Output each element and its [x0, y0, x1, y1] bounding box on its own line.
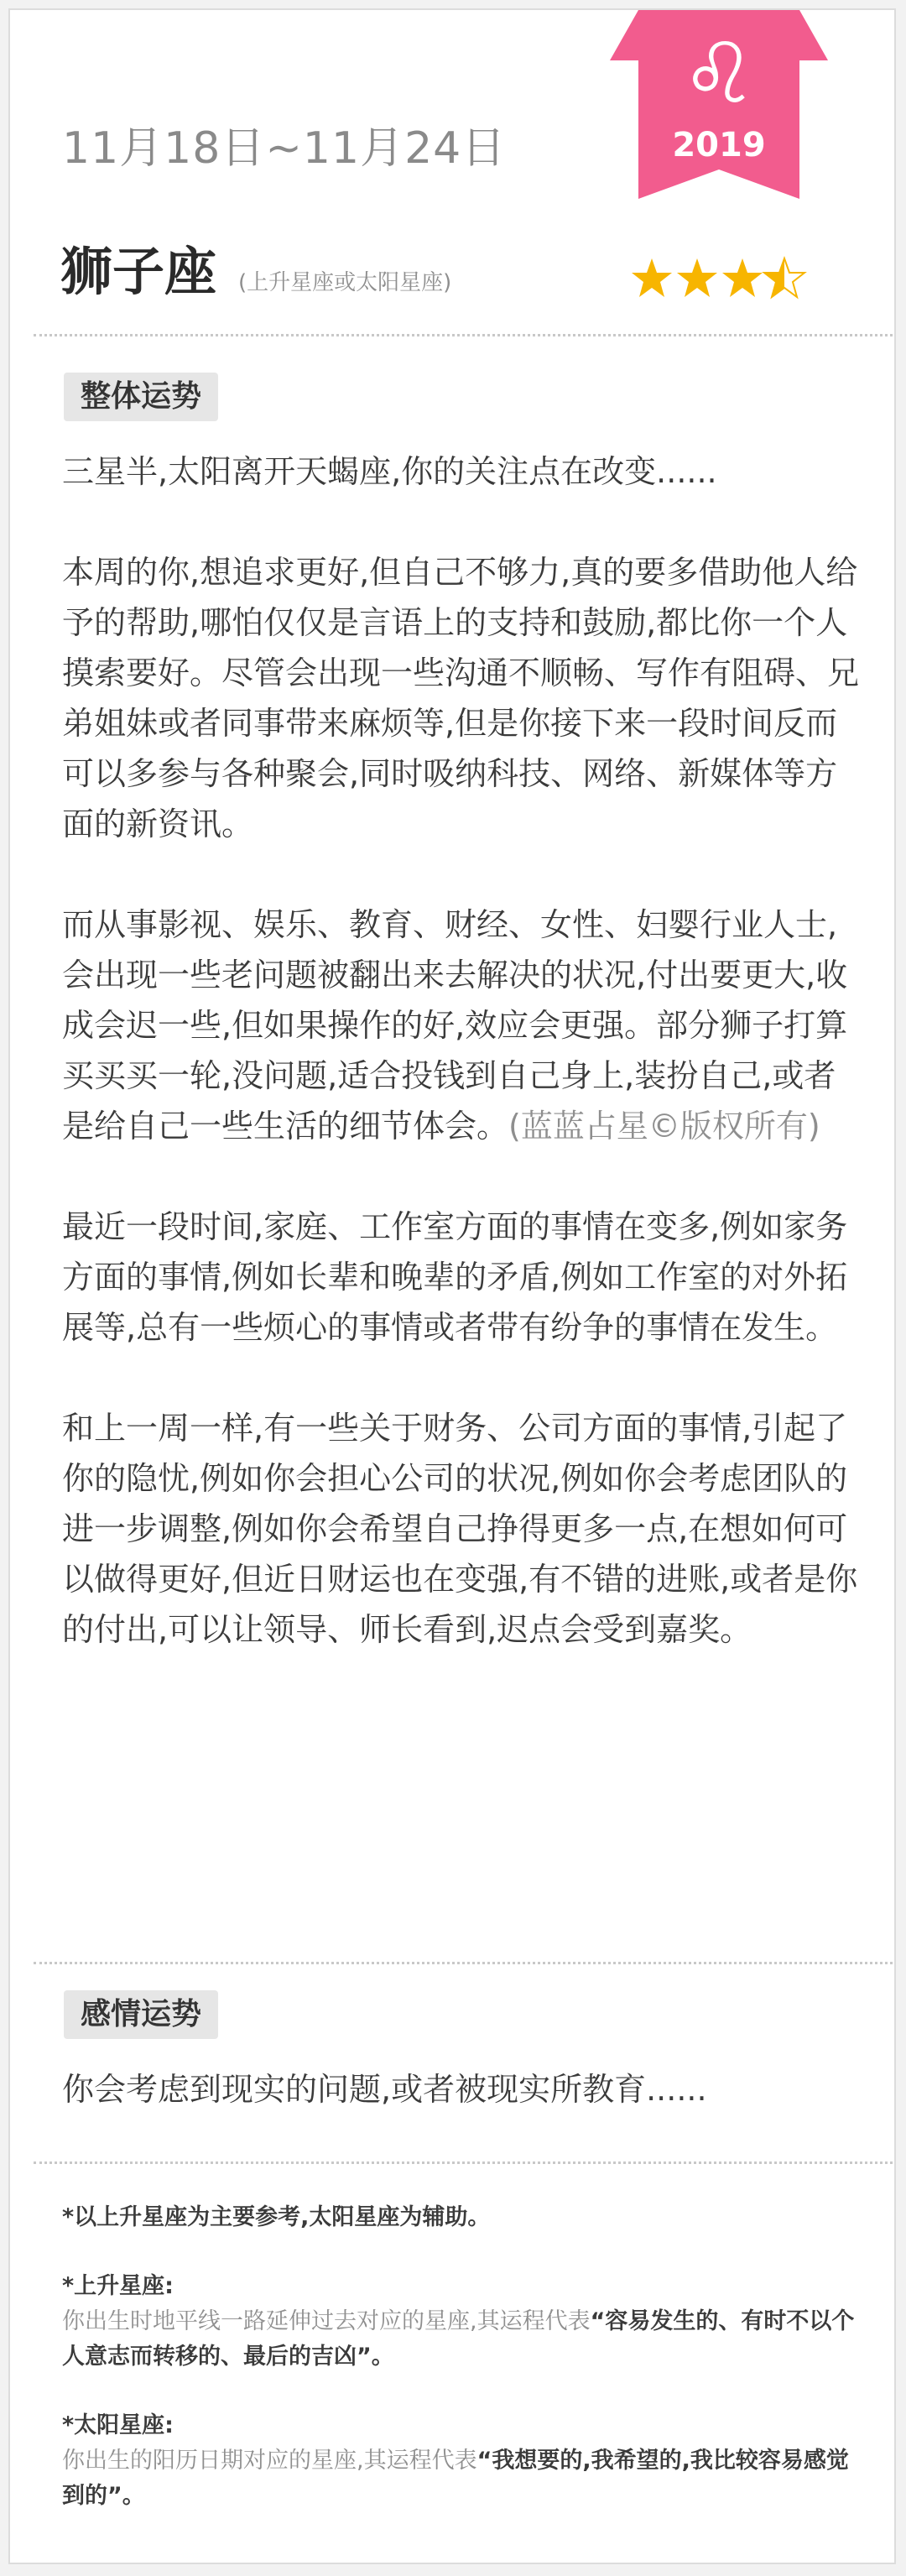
footnote-main: *以上升星座为主要参考,太阳星座为辅助。 [62, 2204, 491, 2230]
rising-title: *上升星座: [62, 2273, 174, 2299]
overall-paragraph: 三星半,太阳离开天蝎座,你的关注点在改变...... [62, 453, 717, 490]
sun-quote: “我想要的,我希望的,我比较容易感觉到的”。 [62, 2448, 849, 2509]
overall-text [62, 446, 867, 1705]
divider [34, 1962, 893, 1964]
sign-title: 狮子座 [60, 241, 217, 302]
sun-title: *太阳星座: [62, 2412, 174, 2438]
overall-paragraph: 本周的你,想追求更好,但自己不够力,真的要多借助他人给予的帮助,哪怕仅仅是言语上的支持和鼓励,都比你一个人摸索要好。尽管会出现一些沟通不顺畅、写作有阻碍、兄弟姐妹或者同事带来麻烦等,但是你接下来一段时间反而可以多参与各种聚会,同时吸纳科技、网络、新媒体等方面的新资讯。 [62, 554, 860, 842]
rising-quote: “容易发生的、有时不以个人意志而转移的、最后的吉凶”。 [62, 2308, 855, 2370]
divider [34, 2161, 893, 2164]
overall-paragraph: 和上一周一样,有一些关于财务、公司方面的事情,引起了你的隐忧,例如你会担心公司的状况,例如你会考虑团队的进一步调整,例如你会希望自己挣得更多一点,在想如何可以做得更好,但近日财运也在变强,有不错的进账,或者是你的付出,可以让领导、师长看到,迟点会受到嘉奖。 [62, 1410, 858, 1648]
rating-stars [631, 253, 807, 300]
rising-desc: 你出生时地平线一路延伸过去对应的星座,其运程代表 [62, 2308, 591, 2334]
footnote-rising [62, 2269, 867, 2375]
sign-note: (上升星座或太阳星座) [238, 270, 452, 295]
star-icon [722, 258, 763, 297]
copyright-note: (蓝蓝占星©版权所有) [508, 1108, 820, 1145]
love-text: 你会考虑到现实的问题,或者被现实所教育...... [62, 2071, 707, 2108]
sun-desc: 你出生的阳历日期对应的星座,其运程代表 [62, 2448, 477, 2474]
footnote-sun [62, 2408, 867, 2514]
footnotes [62, 2200, 867, 2547]
sign-header [60, 230, 451, 305]
year-ribbon [610, 10, 828, 199]
half-star-icon [764, 258, 804, 297]
star-icon [677, 258, 717, 297]
horoscope-card [8, 8, 896, 2564]
date-range: 11月18日~11月24日 [62, 123, 507, 174]
star-icon [632, 258, 672, 297]
overall-paragraph: 而从事影视、娱乐、教育、财经、女性、妇婴行业人士,会出现一些老问题被翻出来去解决的状况,付出要更大,收成会迟一些,但如果操作的好,效应会更强。部分狮子打算买买买一轮,没问题,适合投钱到自己身上,装扮自己,或者是给自己一些生活的细节体会。(蓝蓝占星©版权所有) [62, 906, 848, 1145]
section-tag-love: 感情运势 [64, 1990, 218, 2039]
section-tag-overall: 整体运势 [64, 373, 218, 421]
divider [34, 334, 893, 336]
leo-icon: ♌ [681, 24, 757, 123]
year-label: 2019 [672, 126, 766, 164]
overall-paragraph: 最近一段时间,家庭、工作室方面的事情在变多,例如家务方面的事情,例如长辈和晚辈的矛盾,例如工作室的对外拓展等,总有一些烦心的事情或者带有纷争的事情在发生。 [62, 1208, 848, 1346]
